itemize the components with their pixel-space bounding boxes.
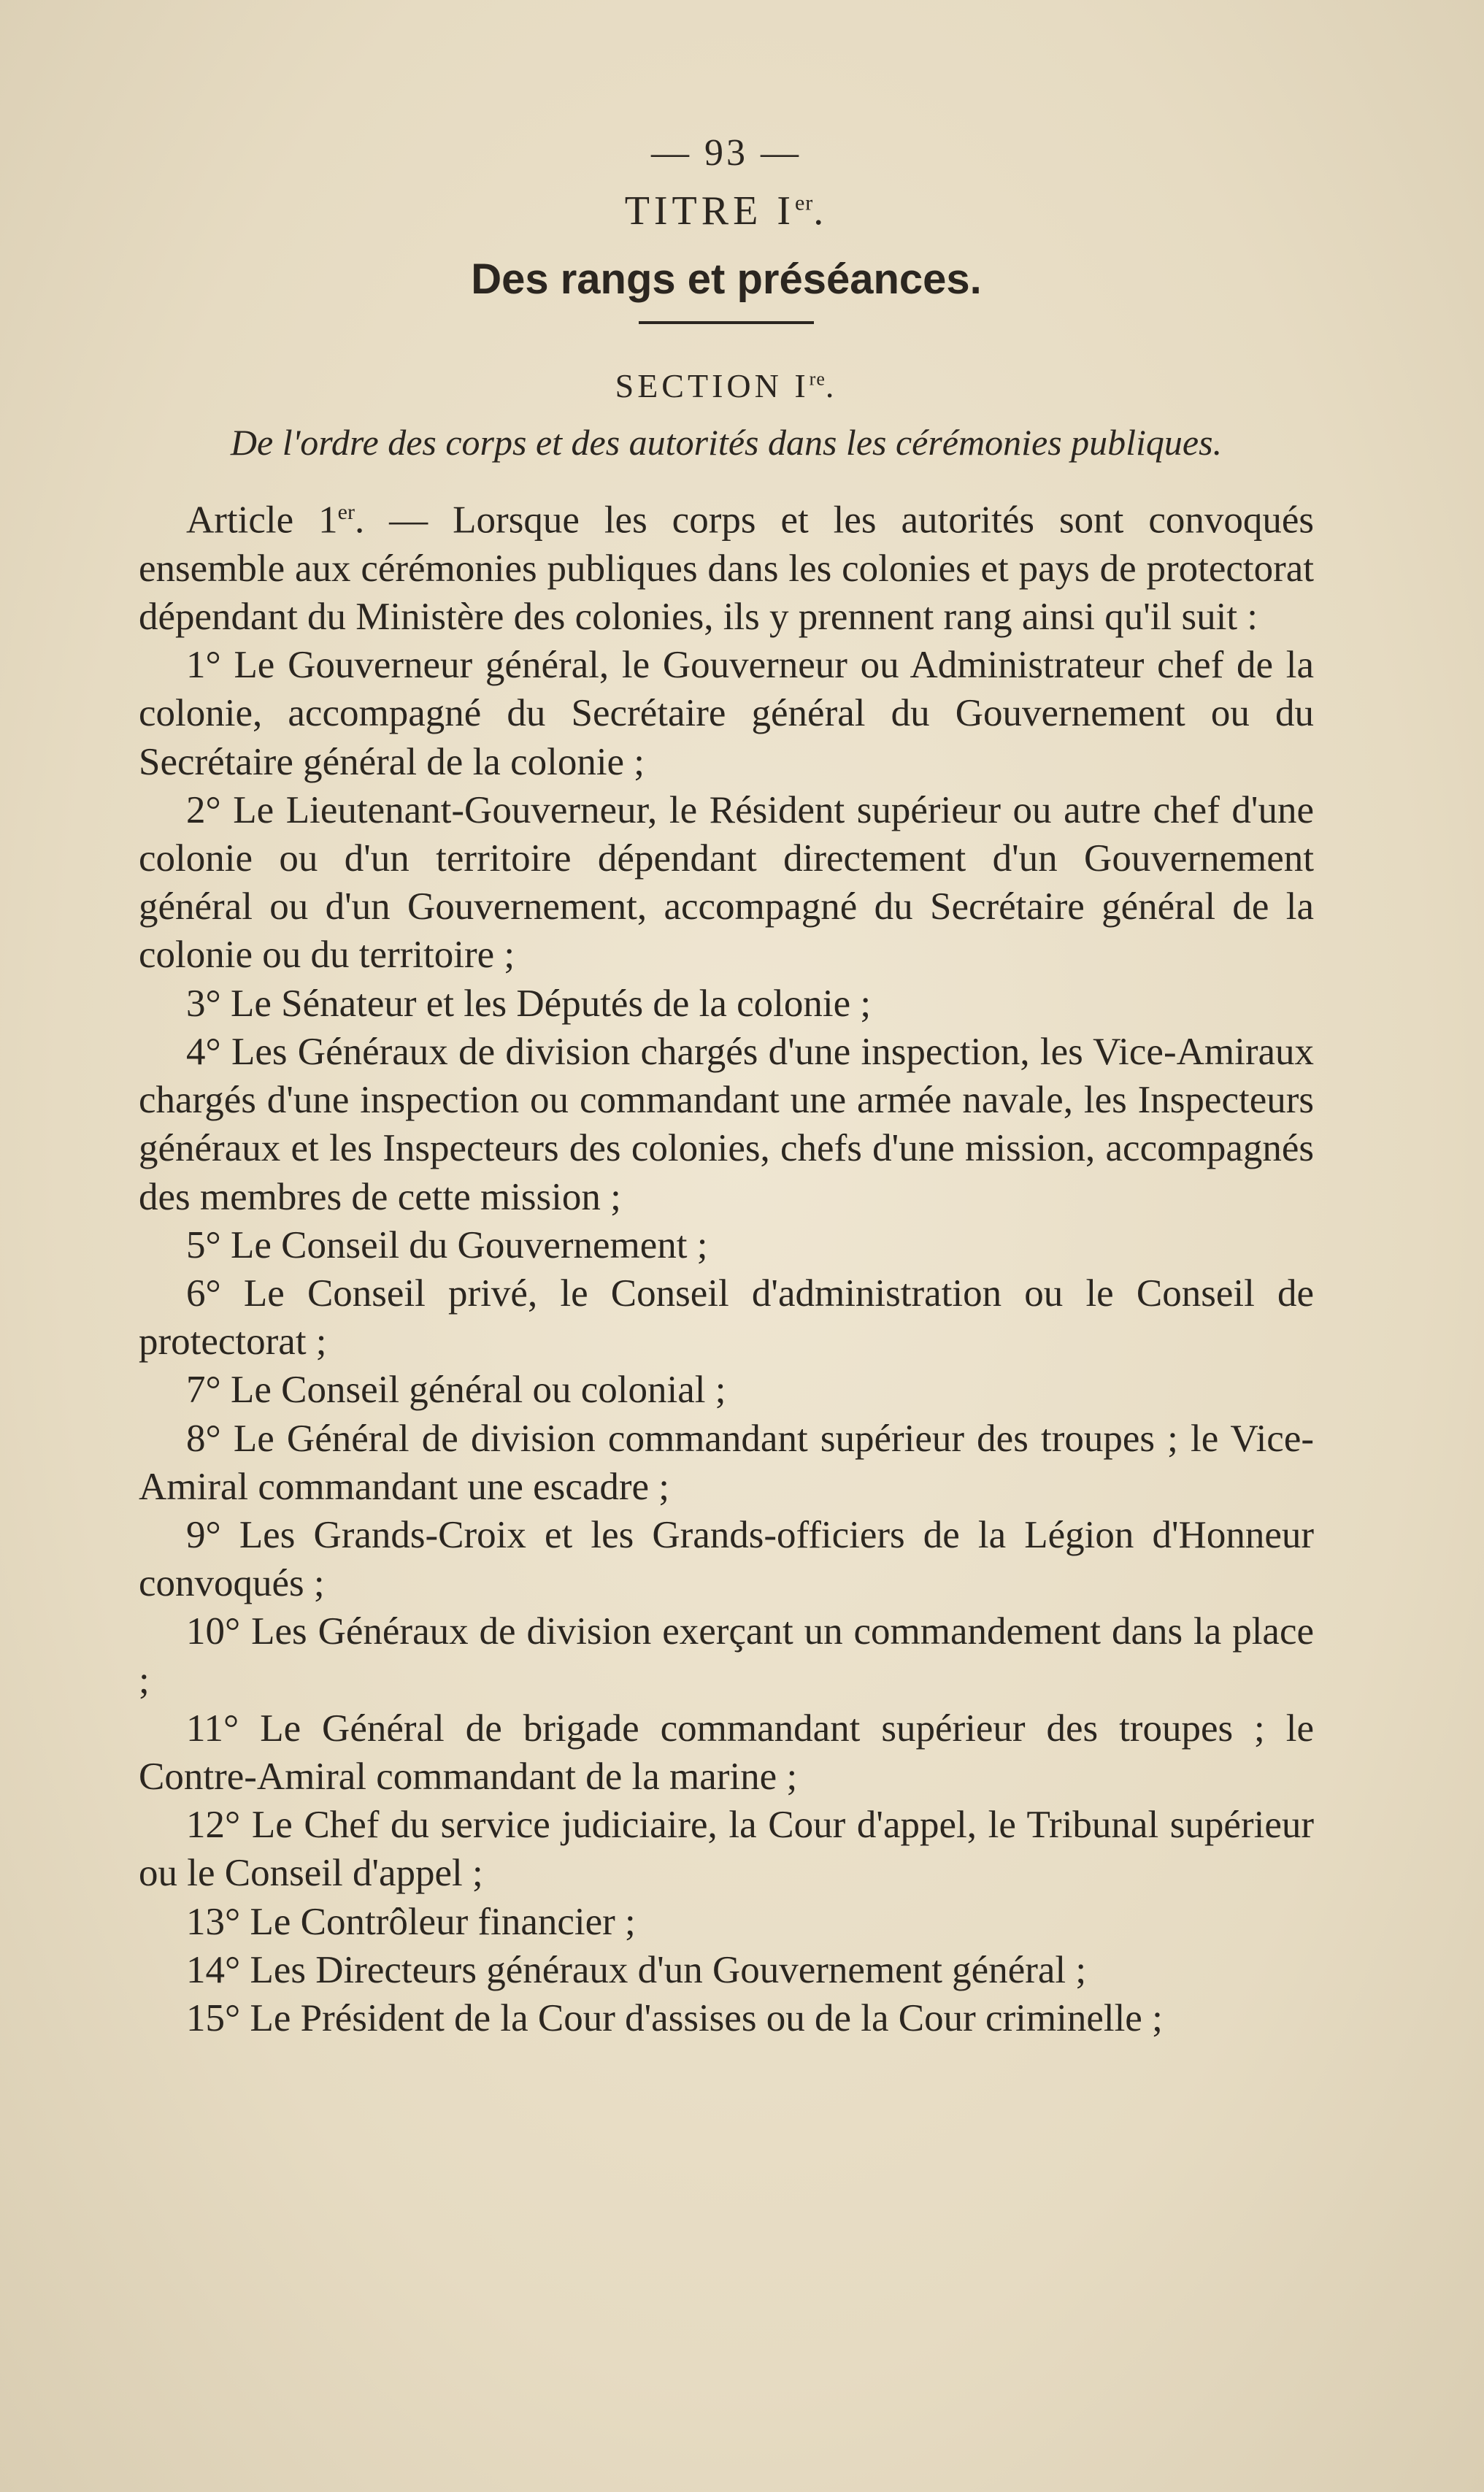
item-text: Le Conseil général ou colonial ;: [230, 1369, 726, 1412]
item-text: Le Gouverneur général, le Gouverneur ou Administrateur chef de la colonie, accompagné du Secrétaire général du Gouvernement ou du Secrétaire général de la colonie ;: [139, 644, 1314, 783]
item-number: 15°: [186, 1996, 241, 2039]
section-suffix: .: [825, 367, 838, 404]
item-number: 14°: [186, 1948, 241, 1991]
item-number: 2°: [186, 788, 221, 831]
item-text: Le Conseil du Gouvernement ;: [230, 1223, 708, 1266]
titre-text: TITRE I: [624, 188, 795, 234]
article-label: Article 1: [186, 499, 338, 542]
section-subtitle: De l'ordre des corps et des autorités dans les cérémonies publiques.: [230, 422, 1223, 463]
item-number: 5°: [186, 1223, 221, 1266]
item-text: Le Président de la Cour d'assises ou de la Cour criminelle ;: [250, 1996, 1163, 2039]
item-text: Le Chef du service judiciaire, la Cour d'appel, le Tribunal supérieur ou le Conseil d'appel ;: [139, 1804, 1315, 1895]
list-item: [139, 1607, 1314, 1704]
list-item: [139, 1801, 1314, 1897]
article-paragraph: [139, 488, 1314, 641]
item-number: 7°: [186, 1369, 221, 1412]
item-text: Les Grands-Croix et les Grands-officiers de la Légion d'Honneur convoqués ;: [139, 1513, 1315, 1605]
article-label-suffix: . —: [354, 499, 428, 542]
chapter-heading: Des rangs et préséances.: [471, 255, 982, 303]
item-number: 13°: [186, 1900, 241, 1943]
list-item: [139, 641, 1314, 786]
list-item: [139, 1415, 1314, 1511]
item-number: 1°: [186, 644, 221, 687]
titre-label: [139, 188, 1314, 234]
list-item: [139, 786, 1314, 980]
item-text: Le Général de brigade commandant supérieur des troupes ; le Contre-Amiral commandant de la marine ;: [139, 1707, 1314, 1798]
list-item: [139, 1704, 1314, 1801]
list-item: [139, 1511, 1314, 1607]
titre-sup: er: [794, 191, 814, 215]
page-text: [139, 131, 1314, 2042]
list-item: [139, 1028, 1314, 1221]
titre-suffix: .: [813, 188, 828, 234]
article-label-sup: er: [337, 500, 355, 524]
list-item: [139, 1366, 1314, 1414]
ranking-list: [139, 641, 1314, 2042]
list-item: [139, 1221, 1314, 1269]
heading-rule: [639, 321, 814, 324]
page-number: — 93 —: [651, 132, 801, 174]
list-item: [139, 980, 1314, 1028]
item-number: 3°: [186, 982, 221, 1025]
item-number: 10°: [186, 1610, 241, 1653]
list-item: [139, 1946, 1314, 1994]
section-sup: re: [809, 368, 826, 390]
list-item: [139, 1994, 1314, 2042]
item-number: 4°: [186, 1030, 221, 1073]
item-text: Le Lieutenant-Gouverneur, le Résident supérieur ou autre chef d'une colonie ou d'un territoire dépendant directement d'un Gouvernement général ou d'un Gouvernement, accompagné du Secrétaire général de la colonie ou du territoire ;: [139, 788, 1314, 977]
item-number: 12°: [186, 1804, 241, 1847]
item-text: Le Général de division commandant supérieur des troupes ; le Vice-Amiral commandant une escadre ;: [139, 1417, 1315, 1508]
item-text: Le Sénateur et les Députés de la colonie ;: [230, 982, 872, 1025]
item-text: Les Généraux de division chargés d'une inspection, les Vice-Amiraux chargés d'une inspection ou commandant une armée navale, les Inspecteurs généraux et les Inspecteurs des colonies, chefs d'une mission, accompagnés des membres de cette mission ;: [139, 1030, 1314, 1218]
item-text: Les Directeurs généraux d'un Gouvernement général ;: [250, 1948, 1087, 1991]
section-label: [139, 366, 1314, 405]
item-number: 8°: [186, 1417, 221, 1460]
item-number: 6°: [186, 1272, 221, 1315]
item-text: Les Généraux de division exerçant un commandement dans la place ;: [139, 1610, 1315, 1701]
item-text: Le Contrôleur financier ;: [250, 1900, 636, 1943]
section-text: SECTION I: [615, 367, 810, 404]
list-item: [139, 1269, 1314, 1366]
list-item: [139, 1898, 1314, 1946]
item-number: 11°: [186, 1707, 239, 1750]
article-intro: Lorsque les corps et les autorités sont convoqués ensemble aux cérémonies publiques dans les colonies et pays de protectorat dépendant du Ministère des colonies, ils y prennent rang ainsi qu'il suit :: [139, 499, 1315, 639]
item-text: Le Conseil privé, le Conseil d'administration ou le Conseil de protectorat ;: [139, 1272, 1314, 1364]
item-number: 9°: [186, 1513, 221, 1556]
